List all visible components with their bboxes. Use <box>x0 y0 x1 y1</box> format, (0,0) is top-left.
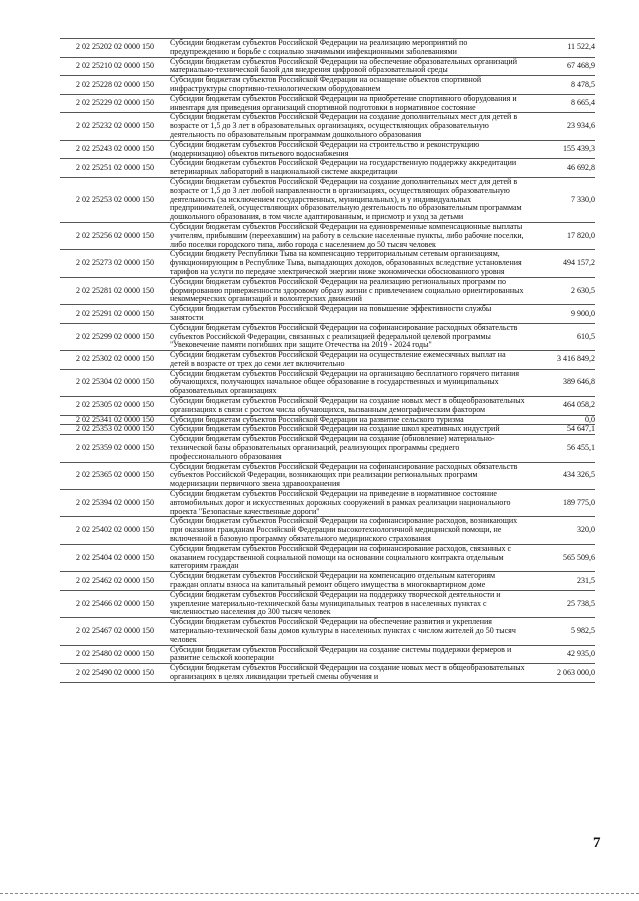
table-row <box>60 305 595 324</box>
revenue-description-cell: Субсидии бюджетам субъектов Российской Федерации на компенсацию отдельным категориям граждан оплаты взноса на капитальный ремонт общего имущества в многоквартирном доме <box>170 572 525 591</box>
budget-code-cell: 2 02 25359 02 0000 150 <box>60 435 170 462</box>
amount-cell: 23 934,6 <box>525 113 595 140</box>
amount-cell: 155 439,3 <box>525 140 595 159</box>
table-row <box>60 250 595 277</box>
amount-cell: 231,5 <box>525 572 595 591</box>
amount-cell: 434 326,5 <box>525 462 595 489</box>
amount-cell: 565 509,6 <box>525 544 595 571</box>
budget-code-cell: 2 02 25466 02 0000 150 <box>60 590 170 617</box>
table-body <box>60 39 595 683</box>
revenue-description-cell: Субсидии бюджетам субъектов Российской Федерации на оснащение объектов спортивной инфраструктуры спортивно-технологическим оборудованием <box>170 76 525 95</box>
page-number: 7 <box>593 835 601 851</box>
amount-cell: 8 665,4 <box>525 94 595 113</box>
table-row <box>60 113 595 140</box>
budget-code-cell: 2 02 25490 02 0000 150 <box>60 664 170 683</box>
budget-code-cell: 2 02 25210 02 0000 150 <box>60 57 170 76</box>
budget-code-cell: 2 02 25273 02 0000 150 <box>60 250 170 277</box>
budget-code-cell: 2 02 25304 02 0000 150 <box>60 369 170 396</box>
revenue-description-cell: Субсидии бюджетам субъектов Российской Федерации на обеспечение развития и укрепления материально-технической базы домов культуры в населенных пунктах с числом жителей до 50 тысяч человек <box>170 618 525 645</box>
page-bottom-edge <box>0 893 639 894</box>
revenue-description-cell: Субсидии бюджетам субъектов Российской Федерации на создание новых мест в общеобразовательных организациях в целях ликвидации третьей смены обучения и <box>170 663 525 681</box>
amount-cell: 9 900,0 <box>525 305 595 324</box>
budget-code-cell: 2 02 25232 02 0000 150 <box>60 113 170 140</box>
revenue-description-cell: Субсидии бюджетам субъектов Российской Федерации на приобретение спортивного оборудования и инвентаря для приведения организаций спортивной подготовки в нормативное состояние <box>170 94 525 113</box>
amount-cell: 54 647,1 <box>525 425 595 435</box>
budget-code-cell: 2 02 25467 02 0000 150 <box>60 618 170 645</box>
revenue-description-cell: Субсидии бюджетам субъектов Российской Федерации на поддержку творческой деятельности и укрепление материально-технической базы муниципальных театров в населенных пунктах с численностью населения до 300 тысяч человек <box>170 590 525 617</box>
revenue-description-cell: Субсидии бюджетам субъектов Российской Федерации на создание новых мест в общеобразовательных организациях в связи с ростом числа обучающихся, вызванным демографическим фактором <box>170 396 525 414</box>
table-row <box>60 572 595 591</box>
budget-code-cell: 2 02 25302 02 0000 150 <box>60 351 170 370</box>
table-row <box>60 462 595 489</box>
table-row <box>60 159 595 178</box>
table-row <box>60 177 595 222</box>
amount-cell: 464 058,2 <box>525 397 595 416</box>
amount-cell: 56 455,1 <box>525 435 595 462</box>
revenue-description-cell: Субсидии бюджету Республики Тыва на компенсацию территориальным сетевым организациям, функционирующим в Республике Тыва, выпадающих доходов, образованных вследствие установления тарифов на услуги по передаче электрической энергии ниже экономически обоснованного уровня <box>170 250 525 277</box>
revenue-description-cell: Субсидии бюджетам субъектов Российской Федерации на создание дополнительных мест для детей в возрасте от 1,5 до 3 лет любой направленности в организациях, осуществляющих образовательную деятельность (за исключением государственных, муниципальных), и у индивидуальных предпринимателей, осуществляющих образовательную деятельность по образовательным программам дошкольного образования, в том числе адаптированным, и присмотр и уход за детьми <box>170 177 525 222</box>
amount-cell: 320,0 <box>525 517 595 544</box>
budget-code-cell: 2 02 25365 02 0000 150 <box>60 462 170 489</box>
table-row <box>60 369 595 396</box>
table-row <box>60 323 595 350</box>
amount-cell: 0,0 <box>525 415 595 425</box>
amount-cell: 17 820,0 <box>525 222 595 249</box>
revenue-description-cell: Субсидии бюджетам субъектов Российской Федерации на единовременные компенсационные выплаты учителям, прибывшим (переехавшим) на работу в сельские населенные пункты, либо рабочие поселки, либо поселки городского типа, либо города с населением до 50 тысяч человек <box>170 221 524 249</box>
budget-code-cell: 2 02 25228 02 0000 150 <box>60 76 170 95</box>
table-row <box>60 517 595 544</box>
amount-cell: 3 416 849,2 <box>525 351 595 370</box>
table-row <box>60 351 595 370</box>
budget-code-cell: 2 02 25243 02 0000 150 <box>60 140 170 159</box>
table-row <box>60 664 595 683</box>
budget-code-cell: 2 02 25253 02 0000 150 <box>60 177 170 222</box>
amount-cell: 189 775,0 <box>525 490 595 517</box>
revenue-description-cell: Субсидии бюджетам субъектов Российской Федерации на приведение в нормативное состояние автомобильных дорог и искусственных дорожных сооружений в рамках реализации национального проекта "Безопасные качественные дороги" <box>170 490 525 517</box>
revenue-description-cell: Субсидии бюджетам субъектов Российской Федерации на софинансирование расходных обязательств субъектов Российской Федерации, возникающих при реализации региональных программ модернизации первичного звена здравоохранения <box>170 462 525 489</box>
budget-code-cell: 2 02 25256 02 0000 150 <box>60 222 170 249</box>
revenue-description-cell: Субсидии бюджетам субъектов Российской Федерации на софинансирование расходных обязательств субъектов Российской Федерации, связанных с реализацией федеральной целевой программы "Увековечение памяти погибших при защите Отечества на 2019 - 2024 годы" <box>170 323 525 350</box>
budget-code-cell: 2 02 25291 02 0000 150 <box>60 305 170 324</box>
table-row <box>60 590 595 617</box>
table-row <box>60 397 595 416</box>
budget-code-cell: 2 02 25202 02 0000 150 <box>60 39 170 58</box>
amount-cell: 42 935,0 <box>525 645 595 664</box>
table-row <box>60 222 595 249</box>
budget-code-cell: 2 02 25251 02 0000 150 <box>60 159 170 178</box>
budget-revenue-table <box>60 38 595 683</box>
budget-code-cell: 2 02 25402 02 0000 150 <box>60 517 170 544</box>
revenue-description-cell: Субсидии бюджетам субъектов Российской Федерации на обеспечение образовательных организаций материально-технической базой для внедрения цифровой образовательной среды <box>170 57 525 76</box>
budget-code-cell: 2 02 25341 02 0000 150 <box>60 415 170 425</box>
budget-code-cell: 2 02 25480 02 0000 150 <box>60 645 170 664</box>
table-row <box>60 277 595 304</box>
table-row <box>60 618 595 645</box>
amount-cell: 67 468,9 <box>525 57 595 76</box>
amount-cell: 2 063 000,0 <box>525 664 595 683</box>
revenue-description-cell: Субсидии бюджетам субъектов Российской Федерации на организацию бесплатного горячего питания обучающихся, получающих начальное общее образование в государственных и муниципальных образовательных организациях <box>170 369 525 396</box>
revenue-description-cell: Субсидии бюджетам субъектов Российской Федерации на повышение эффективности службы занятости <box>170 305 525 324</box>
budget-code-cell: 2 02 25353 02 0000 150 <box>60 425 170 435</box>
revenue-description-cell: Субсидии бюджетам субъектов Российской Федерации на создание дополнительных мест для детей в возрасте от 1,5 до 3 лет в образовательных организациях, осуществляющих образовательную деятельность по образовательным программам дошкольного образования <box>170 113 525 140</box>
revenue-description-cell: Субсидии бюджетам субъектов Российской Федерации на реализацию мероприятий по предупреждению и борьбе с социально значимыми инфекционными заболеваниями <box>170 39 525 58</box>
revenue-description-cell: Субсидии бюджетам субъектов Российской Федерации на строительство и реконструкцию (модернизацию) объектов питьевого водоснабжения <box>170 140 525 159</box>
amount-cell: 2 630,5 <box>525 277 595 304</box>
budget-code-cell: 2 02 25462 02 0000 150 <box>60 572 170 591</box>
table-row <box>60 76 595 95</box>
revenue-description-cell: Субсидии бюджетам субъектов Российской Федерации на софинансирование расходов, связанных с оказанием государственной социальной помощи на основании социального контракта отдельным категориям граждан <box>170 544 525 571</box>
table-row <box>60 57 595 76</box>
revenue-description-cell: Субсидии бюджетам субъектов Российской Федерации на создание (обновление) материально-технической базы образовательных организаций, реализующих программы среднего профессионального образования <box>170 435 525 462</box>
budget-code-cell: 2 02 25299 02 0000 150 <box>60 323 170 350</box>
amount-cell: 7 330,0 <box>525 177 595 222</box>
revenue-description-cell: Субсидии бюджетам субъектов Российской Федерации на софинансирование расходов, возникающих при оказании гражданам Российской Федерации высокотехнологичной медицинской помощи, не включенной в базовую программу обязательного медицинского страхования <box>170 517 525 544</box>
table-row <box>60 435 595 462</box>
budget-code-cell: 2 02 25229 02 0000 150 <box>60 94 170 113</box>
table-row <box>60 645 595 664</box>
amount-cell: 8 478,5 <box>525 76 595 95</box>
table-row <box>60 490 595 517</box>
amount-cell: 5 982,5 <box>525 618 595 645</box>
table-row <box>60 544 595 571</box>
table-row <box>60 140 595 159</box>
amount-cell: 46 692,8 <box>525 159 595 178</box>
amount-cell: 610,5 <box>525 323 595 350</box>
budget-code-cell: 2 02 25394 02 0000 150 <box>60 490 170 517</box>
amount-cell: 494 157,2 <box>525 250 595 277</box>
revenue-description-cell: Субсидии бюджетам субъектов Российской Федерации на развитие сельского туризма <box>170 415 525 425</box>
revenue-description-cell: Субсидии бюджетам субъектов Российской Федерации на создание школ креативных индустрий <box>170 425 525 435</box>
table-row <box>60 94 595 113</box>
table-row <box>60 39 595 58</box>
amount-cell: 11 522,4 <box>525 39 595 58</box>
amount-cell: 25 738,5 <box>525 590 595 617</box>
revenue-description-cell: Субсидии бюджетам субъектов Российской Федерации на государственную поддержку аккредитации ветеринарных лабораторий в национальной системе аккредитации <box>170 159 525 178</box>
amount-cell: 389 646,8 <box>525 369 595 396</box>
budget-code-cell: 2 02 25281 02 0000 150 <box>60 277 170 304</box>
revenue-description-cell: Субсидии бюджетам субъектов Российской Федерации на создание системы поддержки фермеров и развитие сельской кооперации <box>170 645 525 664</box>
revenue-description-cell: Субсидии бюджетам субъектов Российской Федерации на реализацию региональных программ по формированию приверженности здоровому образу жизни с привлечением социально ориентированных некоммерческих организаций и волонтерских движений <box>170 276 524 304</box>
revenue-description-cell: Субсидии бюджетам субъектов Российской Федерации на осуществление ежемесячных выплат на детей в возрасте от трех до семи лет включительно <box>170 351 525 370</box>
budget-code-cell: 2 02 25305 02 0000 150 <box>60 397 170 416</box>
budget-code-cell: 2 02 25404 02 0000 150 <box>60 544 170 571</box>
